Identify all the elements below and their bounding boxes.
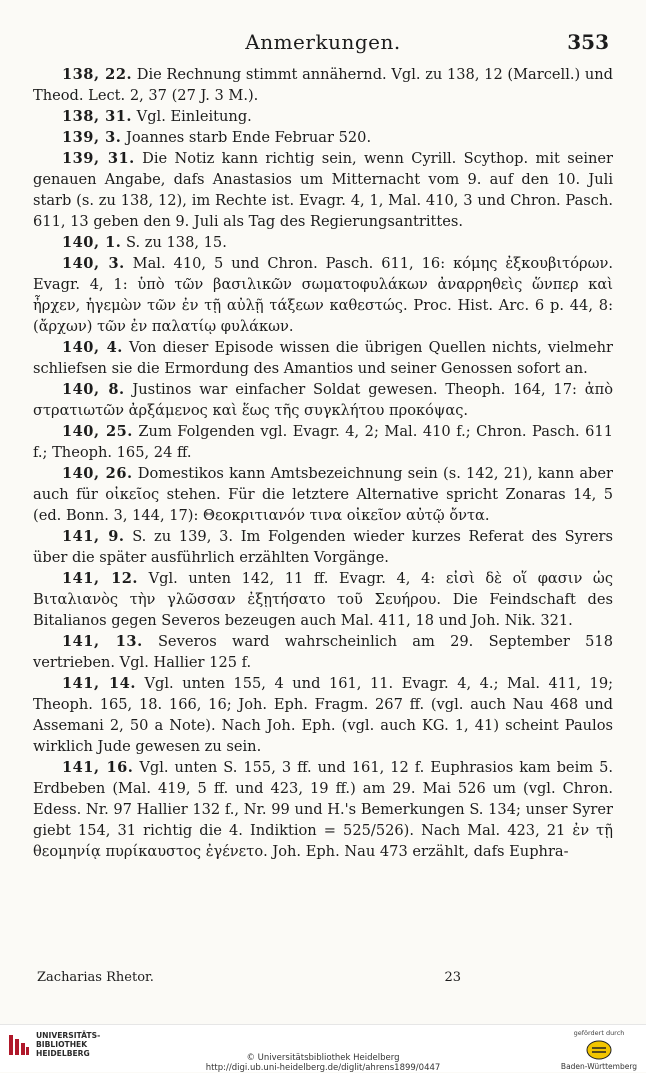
note-ref: 140, 3. [62,255,125,272]
note-141-9 [33,526,613,568]
note-141-12 [33,568,613,631]
note-140-1 [33,232,613,253]
note-138-31 [33,106,613,127]
note-ref: 141, 14. [62,675,136,692]
note-140-4 [33,337,613,379]
note-138-22 [33,64,613,106]
note-text: Die Notiz kann richtig sein, wenn Cyrill. Scythop. mit seiner genauen Angabe, dafs Anastasios um Mitternacht vom 9. auf den 10. Juli starb (s. zu 138, 12), im Rechte ist. Evagr. 4, 1, Mal. 410, 3 und Chron. Pasch. 611, 13 geben den 9. Juli als Tag des Regierungsantrittes. [33,150,614,230]
note-139-31 [33,148,613,232]
note-ref: 139, 31. [62,150,135,167]
notes-body [33,64,613,862]
note-text: Domestikos kann Amtsbezeichnung sein (s. 142, 21), kann aber auch für οἰκεῖος stehen. Für die letztere Alternative spricht Zonaras 14, 5 (ed. Bonn. 3, 144, 17): Θεοκριτιανόν τινα οἰκεῖον αὐτῷ ὄντα. [33,465,614,524]
note-text: Von dieser Episode wissen die übrigen Quellen nichts, vielmehr schliefsen sie die Ermordung des Amantios und seiner Genossen sofort an. [33,339,613,377]
note-ref: 140, 4. [62,339,123,356]
note-text: Vgl. unten 155, 4 und 161, 11. Evagr. 4, 4.; Mal. 411, 19; Theoph. 165, 18. 166, 16; Joh. Eph. Fragm. 267 ff. (vgl. auch Nau 468 und Assemani 2, 50 a Note). Nach Joh. Eph. (vgl. auch KG. 1, 41) scheint Paulos wirklich Jude gewesen zu sein. [33,675,614,755]
permalink[interactable]: http://digi.ub.uni-heidelberg.de/diglit/ahrens1899/0447 [205,1063,441,1073]
signature-mark: 23 [444,970,461,985]
note-ref: 138, 31. [62,108,133,125]
logo-line: UNIVERSITÄTS- [36,1031,101,1040]
logo-line: HEIDELBERG [36,1049,90,1058]
note-ref: 140, 8. [62,381,125,398]
note-text: Mal. 410, 5 und Chron. Pasch. 611, 16: κόμης ἐξκουβιτόρων. Evagr. 4, 1: ὑπὸ τῶν βασιλικῶν σωματοφυλάκων ἀναρρηθεὶς ὥνπερ καὶ ἦρχεν, ἡγεμὼν τῶν ἐν τῇ αὐλῇ τάξεων καθεστώς. Proc. Hist. Arc. 6 p. 44, 8: (ἄρχων) τῶν ἐν παλατίῳ φυλάκων. [33,255,614,335]
note-141-16 [33,757,613,862]
running-head: Anmerkungen. [245,30,401,54]
note-ref: 141, 12. [62,570,138,587]
note-ref: 140, 25. [62,423,133,440]
note-ref: 140, 26. [62,465,133,482]
note-text: Vgl. Einleitung. [136,108,252,125]
note-ref: 141, 16. [62,759,134,776]
footer-author: Zacharias Rhetor. [37,970,154,985]
note-140-3 [33,253,613,337]
note-text: Vgl. unten S. 155, 3 ff. und 161, 12 f. Euphrasios kam beim 5. Erdbeben (Mal. 419, 5 ff. und 423, 19 ff.) am 29. Mai 526 um (vgl. Chron. Edess. Nr. 97 Hallier 132 f., Nr. 99 und H.'s Bemerkungen S. 134; unser Syrer giebt 154, 31 richtig die 4. Indiktion = 525/526). Nach Mal. 423, 21 ἐν τῇ θεομηνίᾳ πυρίκαυστος ἐγένετο. Joh. Eph. Nau 473 erzählt, dafs Euphra- [33,759,613,860]
note-ref: 141, 9. [62,528,125,545]
page-header [33,30,613,64]
sponsor-name: Baden-Württemberg [560,1062,638,1071]
copyright-credits [0,1053,646,1073]
note-140-25 [33,421,613,463]
note-text: S. zu 138, 15. [126,234,227,251]
note-139-3 [33,127,613,148]
page-number: 353 [567,30,609,54]
note-text: S. zu 139, 3. Im Folgenden wieder kurzes Referat des Syrers über die später ausführlich erzählten Vorgänge. [33,528,613,566]
logo-line: BIBLIOTHEK [36,1040,88,1049]
copyright-line: © Universitätsbibliothek Heidelberg [246,1053,400,1063]
sponsor-caption: gefördert durch [573,1029,625,1037]
note-ref: 138, 22. [62,66,133,83]
note-ref: 140, 1. [62,234,122,251]
note-text: Severos ward wahrscheinlich am 29. September 518 vertrieben. Vgl. Hallier 125 f. [33,633,613,671]
note-140-8 [33,379,613,421]
state-crest-icon [586,1040,612,1060]
note-text: Die Rechnung stimmt annähernd. Vgl. zu 138, 12 (Marcell.) und Theod. Lect. 2, 37 (27 J. 3 M.). [33,66,614,104]
note-text: Joannes starb Ende Februar 520. [126,129,372,146]
note-text: Vgl. unten 142, 11 ff. Evagr. 4, 4: εἰσὶ δὲ οἵ φασιν ὡς Βιταλιανὸς τὴν γλῶσσαν ἐξῃτήσατο τοῦ Σευήρου. Die Feindschaft des Bitalianos gegen Severos bezeugen auch Mal. 411, 18 und Joh. Nik. 321. [33,570,613,629]
note-text: Zum Folgenden vgl. Evagr. 4, 2; Mal. 410 f.; Chron. Pasch. 611 f.; Theoph. 165, 24 ff. [33,423,613,461]
note-141-14 [33,673,613,757]
digitization-bar [0,1024,646,1072]
note-text: Justinos war einfacher Soldat gewesen. Theoph. 164, 17: ἀπὸ στρατιωτῶν ἀρξάμενος καὶ ἕως τῆς συγκλήτου προκόψας. [33,381,613,419]
book-page [33,30,614,985]
note-141-13 [33,631,613,673]
note-140-26 [33,463,613,526]
note-ref: 139, 3. [62,129,122,146]
page-footer [37,970,609,985]
note-ref: 141, 13. [62,633,143,650]
sponsor-logo[interactable] [560,1029,638,1071]
